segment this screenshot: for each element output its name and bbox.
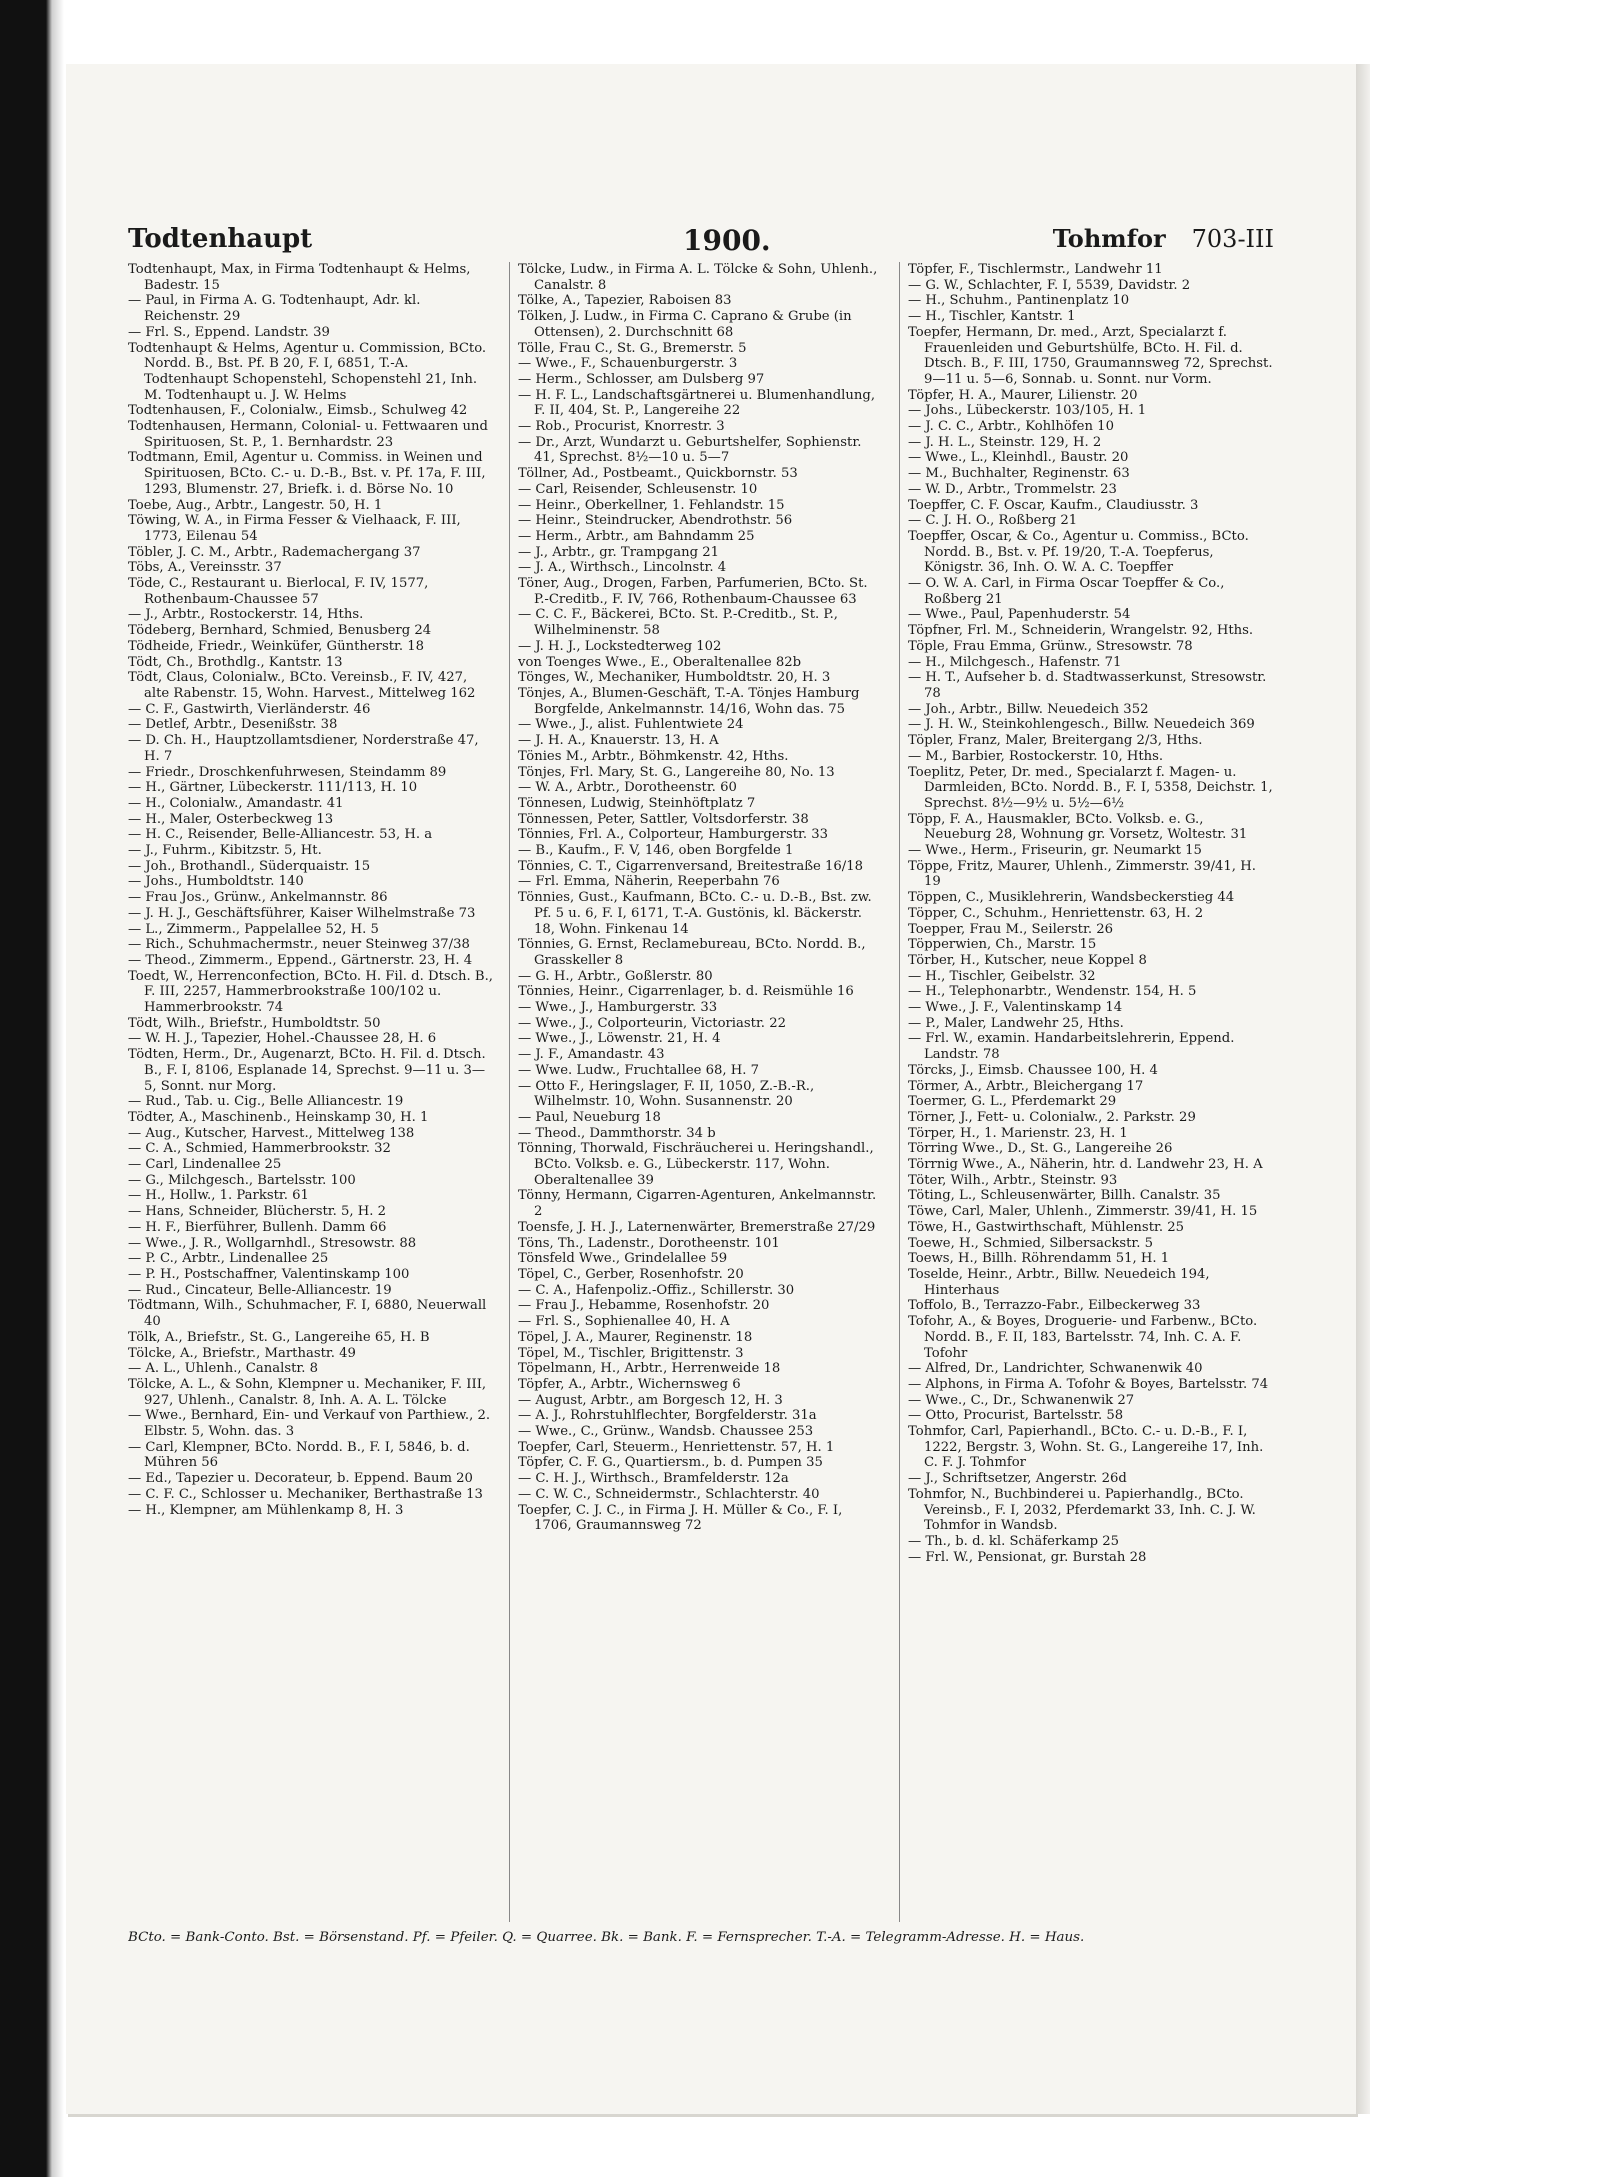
directory-entry: Toermer, G. L., Pferdemarkt 29: [908, 1094, 1117, 1110]
directory-entry: Töwe, Carl, Maler, Uhlenh., Zimmerstr. 39/41, H. 15: [908, 1204, 1258, 1220]
directory-entry: — J. A., Wirthsch., Lincolnstr. 4: [518, 560, 727, 576]
header-right-keyword: Tohmfor: [1052, 224, 1166, 253]
directory-entry: Toepper, Frau M., Seilerstr. 26: [908, 921, 1113, 937]
directory-entry: — M., Barbier, Rostockerstr. 10, Hths.: [908, 748, 1164, 764]
directory-entry: Töpel, J. A., Maurer, Reginenstr. 18: [518, 1329, 753, 1345]
directory-entry: — Frl. S., Eppend. Landstr. 39: [128, 324, 330, 340]
directory-entry: Töpelmann, H., Arbtr., Herrenweide 18: [518, 1361, 781, 1377]
directory-entry: — J. F., Amandastr. 43: [518, 1047, 665, 1063]
directory-entry: — H., Milchgesch., Hafenstr. 71: [908, 654, 1122, 670]
directory-entry: Töpfer, F., Tischlermstr., Landwehr 11: [908, 262, 1163, 277]
directory-entry: Toepfer, Carl, Steuerm., Henriettenstr. 57, H. 1: [518, 1439, 835, 1455]
directory-entry: — J., Fuhrm., Kibitzstr. 5, Ht.: [128, 843, 322, 859]
directory-entry: Tönnies, Gust., Kaufmann, BCto. C.- u. D.-B., Bst. zw. Pf. 5 u. 6, F. I, 6171, T.-A. Gustönis, kl. Bäckerstr. 18, Wohn. Finkenau 14: [518, 890, 872, 937]
directory-entry: — H., Colonialw., Amandastr. 41: [128, 795, 344, 811]
directory-entry: Toepffer, C. F. Oscar, Kaufm., Claudiusstr. 3: [908, 497, 1199, 513]
directory-entry: — Otto F., Heringslager, F. II, 1050, Z.-B.-R., Wilhelmstr. 10, Wohn. Susannenstr. 20: [518, 1078, 815, 1110]
header-right: [1053, 224, 1274, 253]
directory-entry: — Hans, Schneider, Blücherstr. 5, H. 2: [128, 1204, 387, 1220]
directory-entry: von Toenges Wwe., E., Oberaltenallee 82b: [518, 654, 802, 670]
directory-entry: — August, Arbtr., am Borgesch 12, H. 3: [518, 1392, 783, 1408]
header-left-keyword: Todtenhaupt: [128, 224, 313, 254]
directory-entry: Töpfer, C. F. G., Quartiersm., b. d. Pumpen 35: [518, 1455, 823, 1471]
directory-entry: — W. D., Arbtr., Trommelstr. 23: [908, 481, 1117, 497]
directory-entry: Töde, C., Restaurant u. Bierlocal, F. IV, 1577, Rothenbaum-Chaussee 57: [128, 576, 429, 607]
directory-entry: — C. J. H. O., Roßberg 21: [908, 513, 1078, 529]
directory-entry: Toselde, Heinr., Arbtr., Billw. Neuedeich 194, Hinterhaus: [908, 1267, 1210, 1298]
directory-entry: — Wwe., F., Schauenburgerstr. 3: [518, 356, 738, 372]
column-1: [128, 262, 494, 1926]
directory-entry: — J., Arbtr., Rostockerstr. 14, Hths.: [128, 607, 364, 623]
directory-entry: — J. H. W., Steinkohlengesch., Billw. Neuedeich 369: [908, 717, 1255, 733]
directory-entry: — A. J., Rohrstuhlflechter, Borgfelderstr. 31a: [518, 1408, 817, 1424]
directory-entry: Tönges, W., Mechaniker, Humboldtstr. 20, H. 3: [518, 670, 831, 686]
directory-entry: Töpfer, H. A., Maurer, Lilienstr. 20: [908, 387, 1138, 403]
directory-entry: — Carl, Reisender, Schleusenstr. 10: [518, 481, 758, 497]
directory-entry: — Theod., Dammthorstr. 34 b: [518, 1125, 716, 1141]
directory-entry: — Joh., Arbtr., Billw. Neuedeich 352: [908, 701, 1149, 717]
directory-entry: — Rud., Cincateur, Belle-Alliancestr. 19: [128, 1282, 392, 1298]
directory-entry: — Friedr., Droschkenfuhrwesen, Steindamm 89: [128, 764, 447, 780]
directory-entry: Töpel, C., Gerber, Rosenhofstr. 20: [518, 1267, 744, 1282]
directory-entry: — Carl, Lindenallee 25: [128, 1157, 282, 1173]
directory-entry: Tölken, J. Ludw., in Firma C. Caprano & Grube (in Ottensen), 2. Durchschnitt 68: [518, 309, 852, 340]
directory-entry: — Herm., Schlosser, am Dulsberg 97: [518, 371, 765, 387]
directory-entry: Töting, L., Schleusenwärter, Billh. Canalstr. 35: [908, 1188, 1221, 1204]
directory-entry: — Th., b. d. kl. Schäferkamp 25: [908, 1533, 1120, 1549]
directory-entry: Tölcke, Ludw., in Firma A. L. Tölcke & Sohn, Uhlenh., Canalstr. 8: [518, 262, 878, 293]
directory-entry: — Rich., Schuhmachermstr., neuer Steinweg 37/38: [128, 937, 470, 953]
directory-entry: — G. W., Schlachter, F. I, 5539, Davidstr. 2: [908, 277, 1191, 293]
directory-entry: Tönnies, C. T., Cigarrenversand, Breitestraße 16/18: [518, 858, 864, 874]
directory-entry: — Ed., Tapezier u. Decorateur, b. Eppend. Baum 20: [128, 1471, 473, 1487]
directory-entry: Töple, Frau Emma, Grünw., Stresowstr. 78: [908, 638, 1193, 654]
directory-entry: Toeplitz, Peter, Dr. med., Specialarzt f. Magen- u. Darmleiden, BCto. Nordd. B., F. I, 5358, Deichstr. 1, Sprechst. 8½—9½ u. 5½—6½: [908, 764, 1273, 811]
directory-entry: Töppen, C., Musiklehrerin, Wandsbeckerstieg 44: [908, 890, 1235, 906]
directory-entry: Tödt, Ch., Brothdlg., Kantstr. 13: [128, 654, 343, 670]
directory-entry: — Johs., Lübeckerstr. 103/105, H. 1: [908, 403, 1147, 419]
directory-entry: Todtenhaupt & Helms, Agentur u. Commission, BCto. Nordd. B., Bst. Pf. B 20, F. I, 6851, T.-A. Todtenhaupt Schopenstehl, Schopenstehl 21, Inh. M. Todtenhaupt u. J. W. Helms: [128, 340, 487, 403]
directory-entry: Tofohr, A., & Boyes, Droguerie- und Farbenw., BCto. Nordd. B., F. II, 183, Bartelsstr. 74, Inh. C. A. F. Tofohr: [908, 1314, 1258, 1361]
directory-entry: — M., Buchhalter, Reginenstr. 63: [908, 466, 1130, 482]
directory-entry: Tohmfor, Carl, Papierhandl., BCto. C.- u. D.-B., F. I, 1222, Bergstr. 3, Wohn. St. G., Langereihe 17, Inh. C. F. J. Tohmfor: [908, 1424, 1264, 1471]
directory-entry: — Wwe., Herm., Friseurin, gr. Neumarkt 15: [908, 843, 1202, 859]
directory-entry: Tölcke, A., Briefstr., Marthastr. 49: [128, 1345, 356, 1361]
directory-entry: — Alfred, Dr., Landrichter, Schwanenwik 40: [908, 1361, 1203, 1377]
directory-entry: Törring Wwe., D., St. G., Langereihe 26: [908, 1141, 1173, 1157]
directory-entry: Toffolo, B., Terrazzo-Fabr., Eilbeckerweg 33: [908, 1298, 1201, 1314]
directory-entry: — W. A., Arbtr., Dorotheenstr. 60: [518, 780, 737, 796]
column-2: [518, 262, 884, 1926]
directory-entry: — Wwe., J., Löwenstr. 21, H. 4: [518, 1031, 721, 1047]
directory-entry: Tödt, Wilh., Briefstr., Humboldtstr. 50: [128, 1015, 381, 1031]
directory-entry: Toews, H., Billh. Röhrendamm 51, H. 1: [908, 1251, 1170, 1267]
directory-entry: — Wwe., J. R., Wollgarnhdl., Stresowstr. 88: [128, 1235, 417, 1251]
directory-entry: — C. F. C., Schlosser u. Mechaniker, Berthastraße 13: [128, 1486, 483, 1502]
directory-entry: — Frau Jos., Grünw., Ankelmannstr. 86: [128, 890, 388, 906]
directory-entry: — H., Hollw., 1. Parkstr. 61: [128, 1188, 309, 1204]
directory-entry: — J. H. L., Steinstr. 129, H. 2: [908, 434, 1102, 450]
directory-entry: Törmer, A., Arbtr., Bleichergang 17: [908, 1078, 1144, 1094]
directory-entry: Todtmann, Emil, Agentur u. Commiss. in Weinen und Spirituosen, BCto. C.- u. D.-B., Bst. v. Pf. 17a, F. III, 1293, Blumenstr. 27, Briefk. i. d. Börse No. 10: [128, 450, 486, 497]
directory-entry: — Detlef, Arbtr., Desenißstr. 38: [128, 717, 338, 733]
directory-entry: Töppe, Fritz, Maurer, Uhlenh., Zimmerstr. 39/41, H. 19: [908, 858, 1256, 890]
directory-entry: — Heinr., Oberkellner, 1. Fehlandstr. 15: [518, 497, 785, 513]
directory-entry: — H., Tischler, Geibelstr. 32: [908, 968, 1096, 984]
directory-entry: Töpler, Franz, Maler, Breitergang 2/3, Hths.: [908, 733, 1203, 749]
page-number: 703-III: [1191, 225, 1274, 253]
directory-entry: Tönies M., Arbtr., Böhmkenstr. 42, Hths.: [518, 748, 789, 764]
directory-entry: Tönning, Thorwald, Fischräucherei u. Heringshandl., BCto. Volksb. e. G., Lübeckerstr. 117, Wohn. Oberaltenallee 39: [518, 1141, 874, 1188]
directory-entry: Törper, H., 1. Marienstr. 23, H. 1: [908, 1125, 1128, 1141]
directory-entry: — C. A., Hafenpoliz.-Offiz., Schillerstr. 30: [518, 1282, 795, 1298]
directory-entry: Tölle, Frau C., St. G., Bremerstr. 5: [518, 340, 747, 356]
directory-entry: Tönny, Hermann, Cigarren-Agenturen, Ankelmannstr. 2: [518, 1188, 877, 1220]
directory-entry: — Alphons, in Firma A. Tofohr & Boyes, Bartelsstr. 74: [908, 1376, 1269, 1392]
directory-entry: — Frau J., Hebamme, Rosenhofstr. 20: [518, 1298, 770, 1314]
directory-entry: Tödt, Claus, Colonialw., BCto. Vereinsb., F. IV, 427, alte Rabenstr. 15, Wohn. Harvest., Mittelweg 162: [128, 670, 476, 701]
directory-entry: — O. W. A. Carl, in Firma Oscar Toepffer & Co., Roßberg 21: [908, 576, 1225, 607]
header-year: 1900.: [683, 224, 771, 257]
directory-entry: Toewe, H., Schmied, Silbersackstr. 5: [908, 1235, 1154, 1251]
directory-columns: [128, 262, 1274, 1926]
scan-edge: [0, 0, 64, 2177]
directory-entry: Toepffer, Oscar, & Co., Agentur u. Commiss., BCto. Nordd. B., Bst. v. Pf. 19/20, T.-A. Toepferus, Königstr. 36, Inh. O. W. A. C. Toepffer: [908, 528, 1249, 576]
directory-entry: Todtenhaupt, Max, in Firma Todtenhaupt & Helms, Badestr. 15: [128, 262, 471, 293]
directory-entry: Törber, H., Kutscher, neue Koppel 8: [908, 952, 1147, 968]
directory-entry: Tödtmann, Wilh., Schuhmacher, F. I, 6880, Neuerwall 40: [128, 1298, 487, 1330]
directory-entry: Tönnies, Heinr., Cigarrenlager, b. d. Reismühle 16: [518, 984, 854, 1000]
directory-entry: Toepfer, Hermann, Dr. med., Arzt, Specialarzt f. Frauenleiden und Geburtshülfe, BCto. H. Fil. d. Dtsch. B., F. III, 1750, Graumannsweg 72, Sprechst. 9—11 u. 5—6, Sonnab. u. Sonnt. nur Vorm.: [908, 324, 1273, 387]
directory-entry: — L., Zimmerm., Pappelallee 52, H. 5: [128, 921, 379, 937]
directory-entry: — C. F., Gastwirth, Vierländerstr. 46: [128, 701, 371, 717]
directory-entry: Todtenhausen, Hermann, Colonial- u. Fettwaaren und Spirituosen, St. P., 1. Bernhardstr. 23: [128, 419, 488, 450]
directory-entry: — H., Tischler, Kantstr. 1: [908, 309, 1076, 325]
directory-entry: — Wwe., J., Colporteurin, Victoriastr. 22: [518, 1015, 786, 1031]
directory-entry: Tölke, A., Tapezier, Raboisen 83: [518, 293, 732, 309]
directory-entry: Töns, Th., Ladenstr., Dorotheenstr. 101: [518, 1235, 780, 1251]
directory-entry: — C. W. C., Schneidermstr., Schlachterstr. 40: [518, 1486, 820, 1502]
directory-entry: Tödheide, Friedr., Weinküfer, Güntherstr. 18: [128, 638, 425, 654]
directory-entry: — H., Gärtner, Lübeckerstr. 111/113, H. 10: [128, 780, 418, 796]
directory-entry: — H. T., Aufseher b. d. Stadtwasserkunst, Stresowstr. 78: [908, 670, 1267, 701]
directory-entry: Toedt, W., Herrenconfection, BCto. H. Fil. d. Dtsch. B., F. III, 2257, Hammerbrookstraße 100/102 u. Hammerbrookstr. 74: [128, 968, 493, 1016]
directory-entry: — W. H. J., Tapezier, Hohel.-Chaussee 28, H. 6: [128, 1031, 437, 1047]
directory-entry: Todtenhausen, F., Colonialw., Eimsb., Schulweg 42: [128, 403, 468, 419]
directory-entry: — Wwe., Bernhard, Ein- und Verkauf von Parthiew., 2. Elbstr. 5, Wohn. das. 3: [128, 1408, 491, 1440]
directory-entry: Tönnessen, Peter, Sattler, Voltsdorferstr. 38: [518, 811, 809, 827]
directory-entry: Töpperwien, Ch., Marstr. 15: [908, 937, 1097, 953]
directory-entry: — J. H. J., Geschäftsführer, Kaiser Wilhelmstraße 73: [128, 905, 476, 921]
directory-entry: — J., Schriftsetzer, Angerstr. 26d: [908, 1471, 1127, 1487]
directory-entry: — Joh., Brothandl., Süderquaistr. 15: [128, 858, 371, 874]
directory-entry: — Carl, Klempner, BCto. Nordd. B., F. I, 5846, b. d. Mühren 56: [128, 1439, 470, 1471]
directory-entry: — Wwe., J., Hamburgerstr. 33: [518, 1000, 718, 1016]
directory-entry: Törcks, J., Eimsb. Chaussee 100, H. 4: [908, 1062, 1158, 1078]
directory-entry: — H. F., Bierführer, Bullenh. Damm 66: [128, 1219, 387, 1235]
directory-entry: Tödten, Herm., Dr., Augenarzt, BCto. H. Fil. d. Dtsch. B., F. I, 8106, Esplanade 14, Sprechst. 9—11 u. 3—5, Sonnt. nur Morg.: [128, 1047, 486, 1094]
directory-entry: — Theod., Zimmerm., Eppend., Gärtnerstr. 23, H. 4: [128, 952, 473, 968]
directory-entry: Toebe, Aug., Arbtr., Langestr. 50, H. 1: [128, 497, 383, 513]
directory-entry: Toepfer, C. J. C., in Firma J. H. Müller & Co., F. I, 1706, Graumannsweg 72: [518, 1502, 843, 1534]
directory-entry: — Aug., Kutscher, Harvest., Mittelweg 138: [128, 1125, 415, 1141]
column-3: [908, 262, 1274, 1926]
directory-entry: Tödeberg, Bernhard, Schmied, Benusberg 24: [128, 623, 432, 639]
directory-entry: — C. C. F., Bäckerei, BCto. St. P.-Creditb., St. P., Wilhelminenstr. 58: [518, 607, 838, 639]
directory-entry: — Frl. W., examin. Handarbeitslehrerin, Eppend. Landstr. 78: [908, 1031, 1235, 1063]
directory-entry: — Heinr., Steindrucker, Abendrothstr. 56: [518, 513, 793, 529]
directory-entry: Töwing, W. A., in Firma Fesser & Vielhaack, F. III, 1773, Eilenau 54: [128, 513, 461, 544]
directory-entry: — G., Milchgesch., Bartelsstr. 100: [128, 1172, 356, 1188]
directory-entry: — H., Maler, Osterbeckweg 13: [128, 811, 334, 827]
directory-entry: Tönnies, Frl. A., Colporteur, Hamburgerstr. 33: [518, 827, 829, 843]
directory-entry: Tohmfor, N., Buchbinderei u. Papierhandlg., BCto. Vereinsb., F. I, 2032, Pferdemarkt 33, Inh. C. J. W. Tohmfor in Wandsb.: [908, 1486, 1256, 1534]
directory-entry: — H., Klempner, am Mühlenkamp 8, H. 3: [128, 1502, 404, 1518]
directory-entry: — Wwe. Ludw., Fruchtallee 68, H. 7: [518, 1062, 760, 1078]
directory-entry: Töpper, C., Schuhm., Henriettenstr. 63, H. 2: [908, 905, 1204, 921]
directory-entry: — Wwe., C., Grünw., Wandsb. Chaussee 253: [518, 1424, 814, 1440]
directory-entry: — Wwe., Paul, Papenhuderstr. 54: [908, 607, 1131, 623]
directory-entry: — J. H. J., Lockstedterweg 102: [518, 638, 722, 654]
directory-entry: — Wwe., C., Dr., Schwanenwik 27: [908, 1392, 1135, 1408]
directory-entry: — Frl. Emma, Näherin, Reeperbahn 76: [518, 874, 780, 890]
directory-entry: — P. H., Postschaffner, Valentinskamp 100: [128, 1267, 410, 1282]
directory-entry: — Otto, Procurist, Bartelsstr. 58: [908, 1408, 1124, 1424]
directory-entry: — Rob., Procurist, Knorrestr. 3: [518, 419, 725, 435]
directory-entry: — Herm., Arbtr., am Bahndamm 25: [518, 528, 755, 544]
directory-entry: Tödter, A., Maschinenb., Heinskamp 30, H. 1: [128, 1109, 429, 1125]
directory-entry: — P. C., Arbtr., Lindenallee 25: [128, 1251, 329, 1267]
directory-entry: — Paul, Neueburg 18: [518, 1109, 661, 1125]
abbreviation-legend: BCto. = Bank-Conto. Bst. = Börsenstand. Pf. = Pfeiler. Q. = Quarree. Bk. = Bank. F. = Fernsprecher. T.-A. = Telegramm-Adresse. H. = Haus.: [128, 1930, 1085, 1945]
directory-entry: Tölcke, A. L., & Sohn, Klempner u. Mechaniker, F. III, 927, Uhlenh., Canalstr. 8, Inh. A. A. L. Tölcke: [128, 1376, 487, 1408]
directory-entry: — Frl. S., Sophienallee 40, H. A: [518, 1314, 730, 1330]
directory-entry: Törner, J., Fett- u. Colonialw., 2. Parkstr. 29: [908, 1109, 1196, 1125]
directory-entry: Töter, Wilh., Arbtr., Steinstr. 93: [908, 1172, 1118, 1188]
page-header: [128, 224, 1274, 260]
directory-entry: — A. L., Uhlenh., Canalstr. 8: [128, 1361, 319, 1377]
directory-entry: Tönsfeld Wwe., Grindelallee 59: [518, 1251, 728, 1267]
directory-entry: — Frl. W., Pensionat, gr. Burstah 28: [908, 1549, 1147, 1565]
directory-entry: Töpel, M., Tischler, Brigittenstr. 3: [518, 1345, 744, 1361]
directory-entry: — Wwe., J. F., Valentinskamp 14: [908, 1000, 1123, 1016]
directory-entry: — J. H. A., Knauerstr. 13, H. A: [518, 733, 719, 749]
directory-entry: — H., Schuhm., Pantinenplatz 10: [908, 293, 1130, 309]
directory-entry: — Wwe., L., Kleinhdl., Baustr. 20: [908, 450, 1129, 466]
directory-entry: Tönjes, Frl. Mary, St. G., Langereihe 80, No. 13: [518, 764, 835, 780]
directory-entry: — H. C., Reisender, Belle-Alliancestr. 53, H. a: [128, 827, 433, 843]
directory-entry: — Dr., Arzt, Wundarzt u. Geburtshelfer, Sophienstr. 41, Sprechst. 8½—10 u. 5—7: [518, 434, 862, 466]
directory-entry: — J., Arbtr., gr. Trampgang 21: [518, 544, 720, 560]
directory-entry: — P., Maler, Landwehr 25, Hths.: [908, 1015, 1124, 1031]
directory-entry: Töbler, J. C. M., Arbtr., Rademachergang 37: [128, 544, 421, 560]
directory-entry: — Wwe., J., alist. Fuhlentwiete 24: [518, 717, 744, 733]
directory-entry: — Rud., Tab. u. Cig., Belle Alliancestr. 19: [128, 1094, 404, 1110]
directory-entry: Töbs, A., Vereinsstr. 37: [128, 560, 282, 576]
directory-entry: Töpfner, Frl. M., Schneiderin, Wrangelstr. 92, Hths.: [908, 623, 1254, 639]
directory-entry: Törrnig Wwe., A., Näherin, htr. d. Landwehr 23, H. A: [908, 1157, 1263, 1173]
directory-entry: Toensfe, J. H. J., Laternenwärter, Bremerstraße 27/29: [518, 1219, 876, 1235]
directory-entry: Töpfer, A., Arbtr., Wichernsweg 6: [518, 1376, 741, 1392]
page-fold: [1356, 64, 1370, 2114]
directory-entry: — G. H., Arbtr., Goßlerstr. 80: [518, 968, 713, 984]
directory-entry: — B., Kaufm., F. V, 146, oben Borgfelde 1: [518, 843, 794, 859]
directory-entry: Tölk, A., Briefstr., St. G., Langereihe 65, H. B: [128, 1329, 430, 1345]
directory-entry: Tönnesen, Ludwig, Steinhöftplatz 7: [518, 795, 756, 811]
directory-entry: — H., Telephonarbtr., Wendenstr. 154, H. 5: [908, 984, 1197, 1000]
directory-entry: Tönnies, G. Ernst, Reclamebureau, BCto. Nordd. B., Grasskeller 8: [518, 937, 866, 968]
directory-entry: Töner, Aug., Drogen, Farben, Parfumerien, BCto. St. P.-Creditb., F. IV, 766, Rothenbaum-Chaussee 63: [518, 576, 868, 607]
directory-entry: — J. C. C., Arbtr., Kohlhöfen 10: [908, 419, 1114, 435]
directory-entry: — Johs., Humboldtstr. 140: [128, 874, 304, 890]
directory-entry: Töpp, F. A., Hausmakler, BCto. Volksb. e. G., Neueburg 28, Wohnung gr. Vorsetz, Woltestr. 31: [908, 811, 1248, 843]
directory-entry: Töwe, H., Gastwirthschaft, Mühlenstr. 25: [908, 1219, 1185, 1235]
directory-entry: — H. F. L., Landschaftsgärtnerei u. Blumenhandlung, F. II, 404, St. P., Langereihe 22: [518, 387, 876, 419]
directory-entry: — Paul, in Firma A. G. Todtenhaupt, Adr. kl. Reichenstr. 29: [128, 293, 421, 325]
directory-entry: Tönjes, A., Blumen-Geschäft, T.-A. Tönjes Hamburg Borgfelde, Ankelmannstr. 14/16, Wohn das. 75: [518, 685, 860, 717]
directory-entry: — C. A., Schmied, Hammerbrookstr. 32: [128, 1141, 391, 1157]
directory-entry: — C. H. J., Wirthsch., Bramfelderstr. 12a: [518, 1471, 789, 1487]
directory-entry: — D. Ch. H., Hauptzollamtsdiener, Norderstraße 47, H. 7: [128, 733, 479, 764]
directory-entry: Töllner, Ad., Postbeamt., Quickbornstr. 53: [518, 466, 798, 482]
